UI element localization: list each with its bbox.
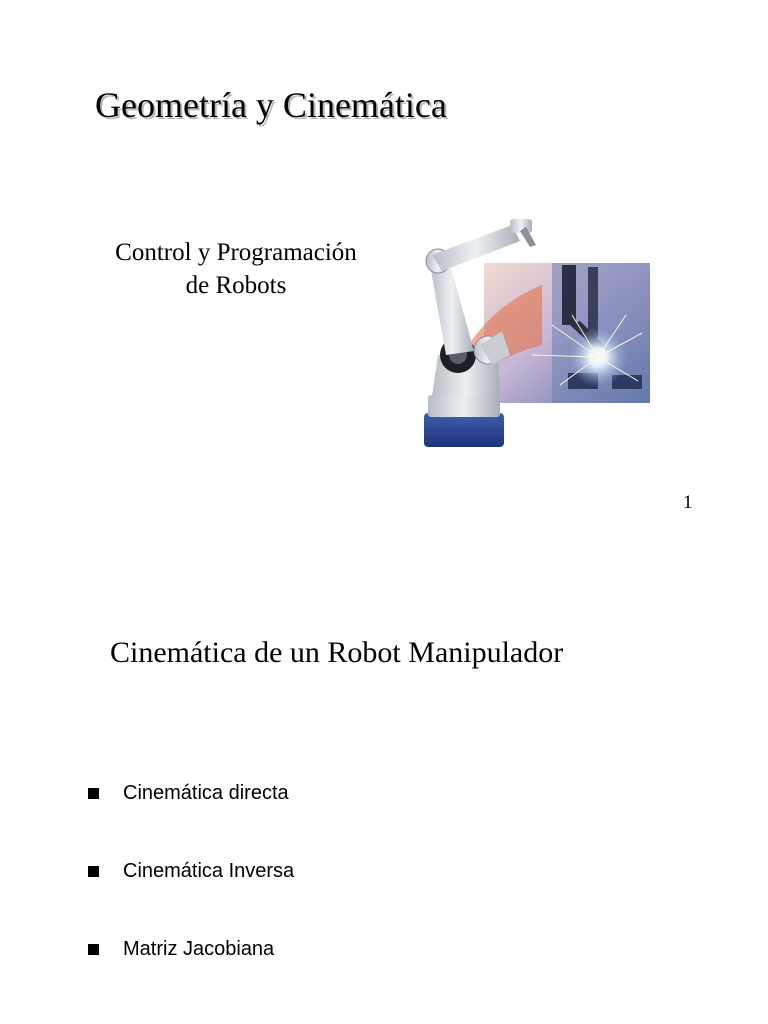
list-item-label: Matriz Jacobiana [123,938,275,960]
robot-welding-image [402,205,658,453]
slide-subtitle [86,236,386,302]
square-bullet-icon [88,944,99,955]
list-item-label: Cinemática directa [123,782,289,804]
square-bullet-icon [88,788,99,799]
subtitle-line-1: Control y Programación [115,239,357,266]
section-title: Cinemática de un Robot Manipulador [110,636,564,669]
page-number: 1 [683,492,693,513]
list-item-label: Cinemática Inversa [123,860,295,882]
square-bullet-icon [88,866,99,877]
subtitle-line-2: de Robots [185,272,287,299]
slide-title: Geometría y Cinemática [95,85,447,125]
